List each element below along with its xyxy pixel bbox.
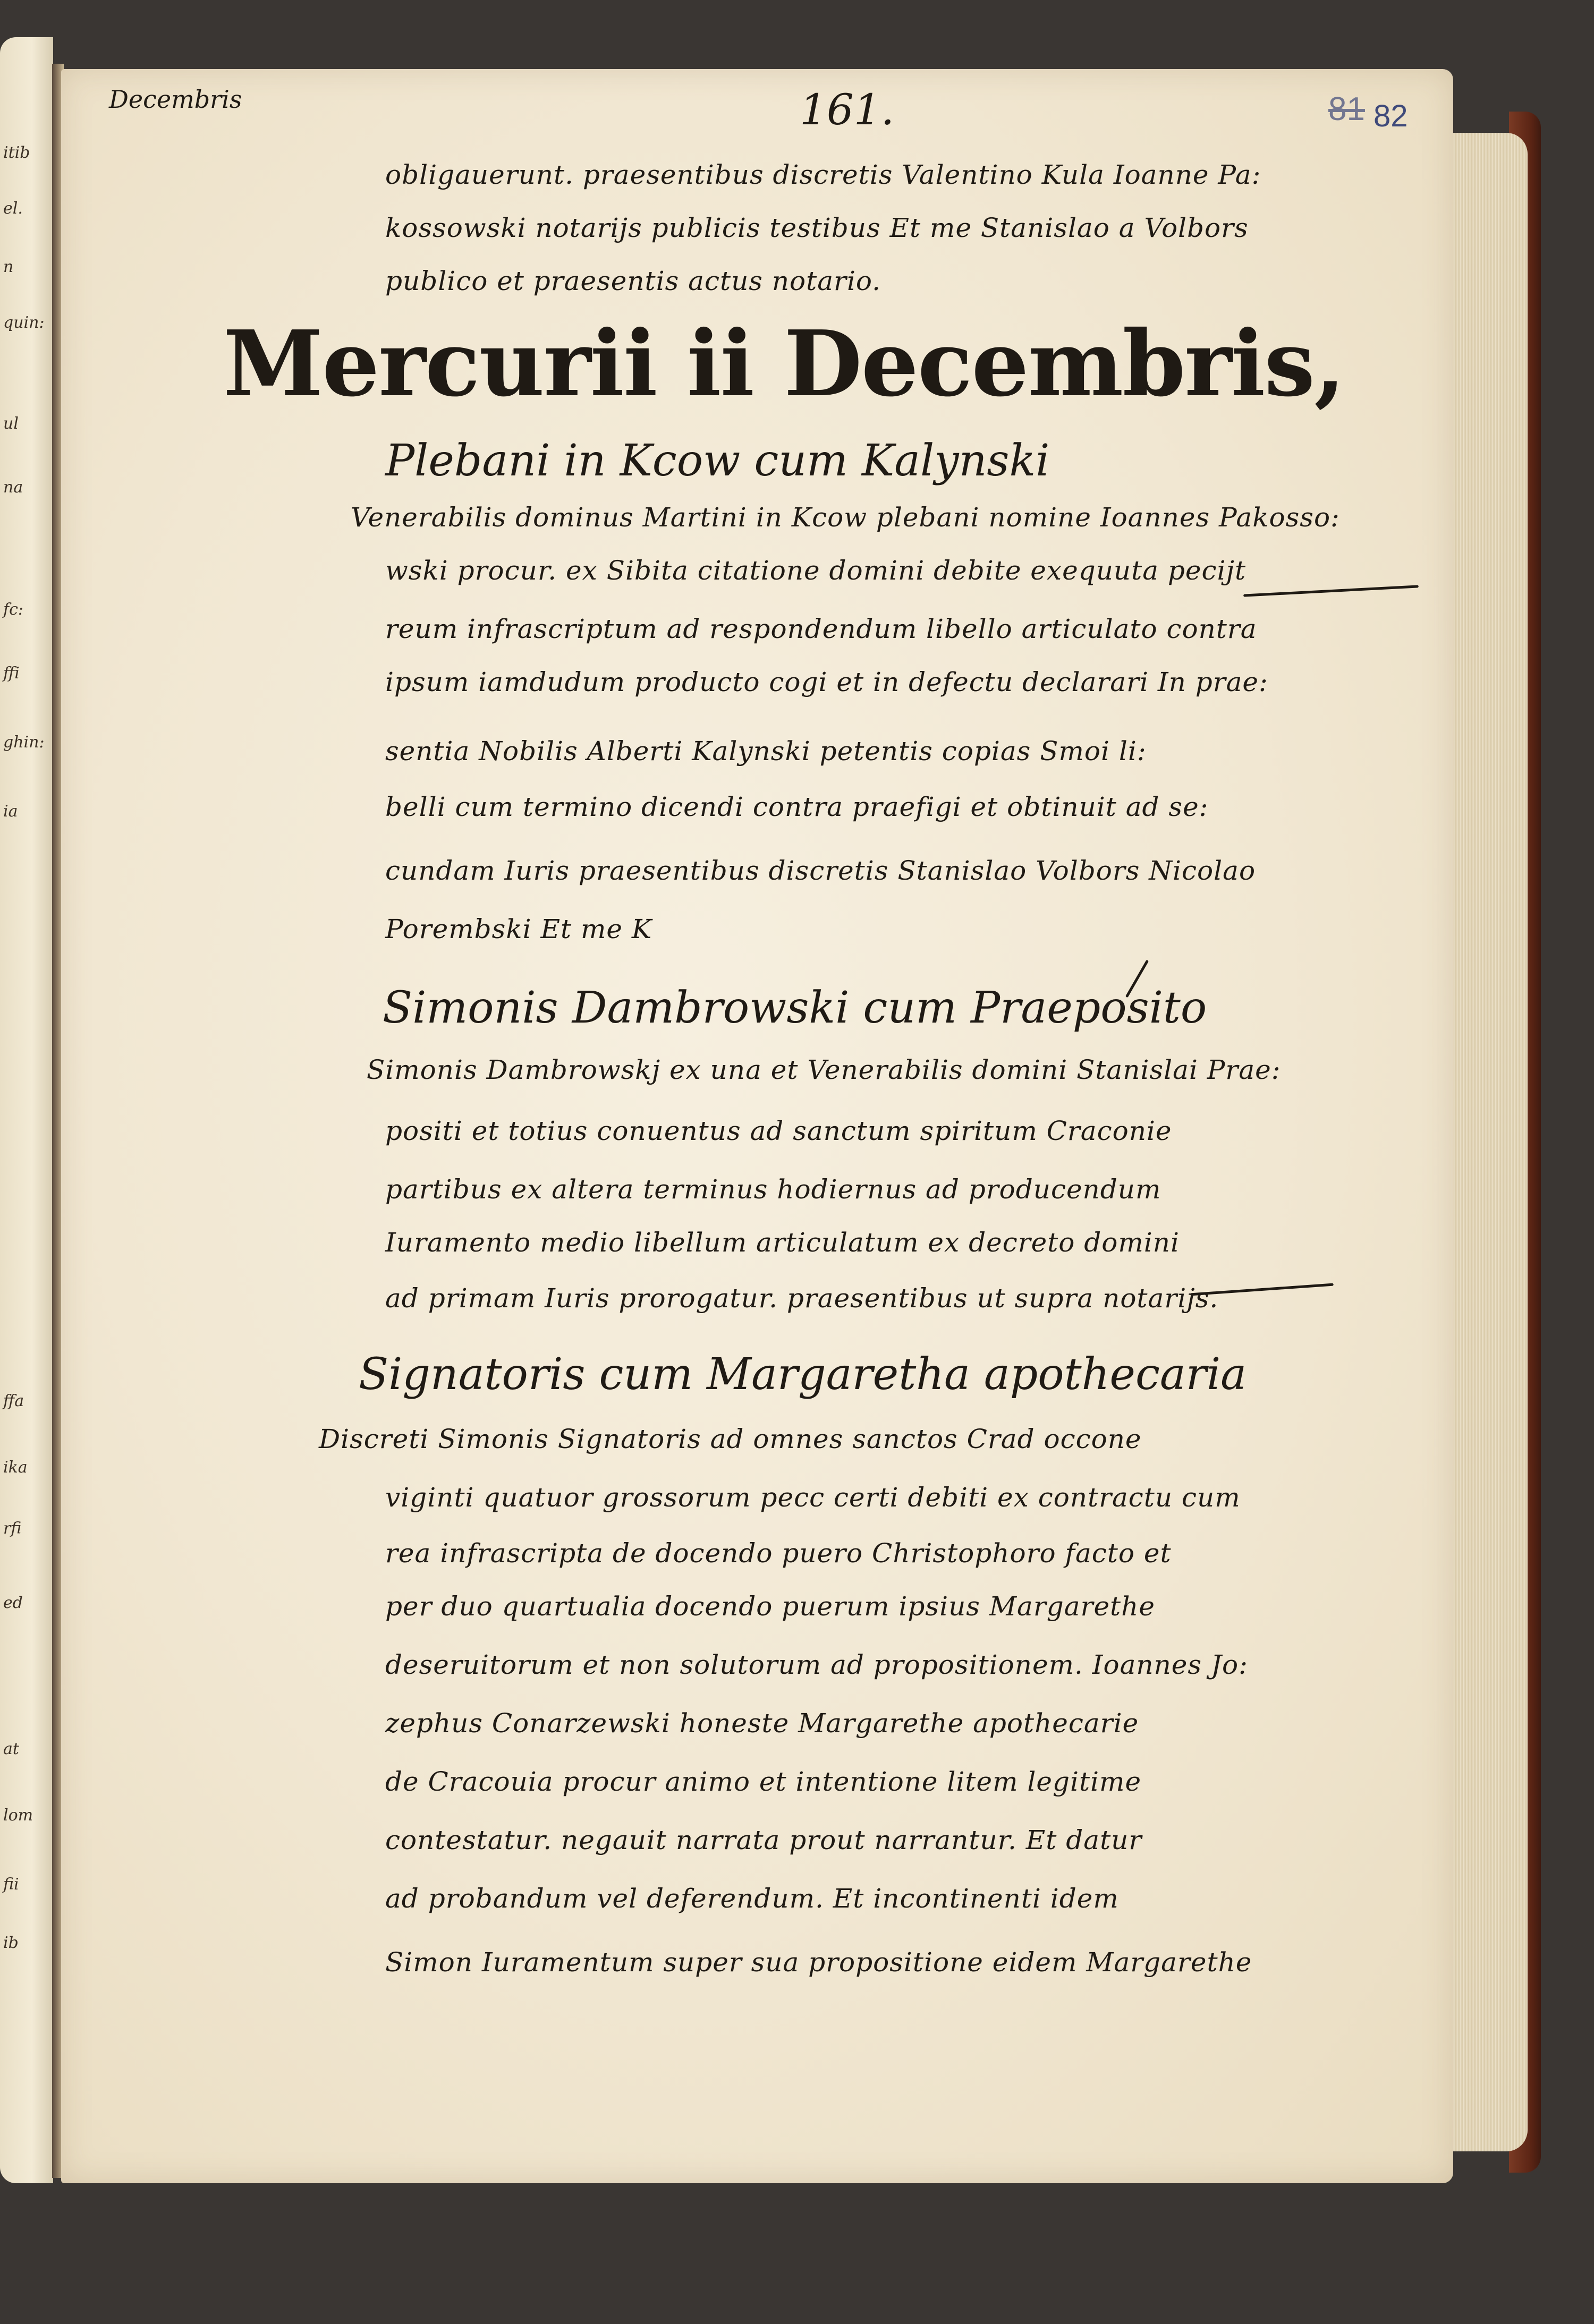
margin-fragment: ul [3,414,19,433]
text-line: belli cum termino dicendi contra praefigi et obtinuit ad se: [385,791,1209,822]
text-line: kossowski notarijs publicis testibus Et me Stanislao a Volbors [385,212,1249,243]
running-head: Decembris [109,85,242,114]
margin-fragment: fii [3,1875,19,1894]
margin-fragment: rfi [3,1519,22,1538]
margin-fragment: na [3,478,23,497]
margin-fragment: ika [3,1458,28,1477]
text-line: Simonis Dambrowskj ex una et Venerabilis domini Stanislai Prae: [367,1054,1281,1085]
margin-fragment: at [3,1740,19,1758]
text-line: rea infrascripta de docendo puero Christophoro facto et [385,1538,1172,1569]
text-line: ipsum iamdudum producto cogi et in defectu declarari In prae: [385,667,1268,697]
text-line: Iuramento medio libellum articulatum ex decreto domini [385,1227,1180,1258]
margin-fragment: ffa [3,1392,24,1410]
facing-page-edge [0,37,53,2183]
text-line: obligauerunt. praesentibus discretis Valentino Kula Ioanne Pa: [385,159,1261,190]
folio-number: 161. [800,85,895,134]
text-line: positi et totius conuentus ad sanctum spiritum Craconie [385,1116,1172,1146]
text-line: cundam Iuris praesentibus discretis Stanislao Volbors Nicolao [385,855,1256,886]
text-line: Discreti Simonis Signatoris ad omnes sanctos Crad occone [319,1424,1142,1454]
text-line: per duo quartualia docendo puerum ipsius Margarethe [385,1591,1155,1622]
text-line: contestatur. negauit narrata prout narrantur. Et datur [385,1825,1142,1855]
pencil-folio-number: 82 [1373,99,1408,133]
text-line: Simon Iuramentum super sua propositione eidem Margarethe [385,1947,1252,1978]
text-line: ad probandum vel deferendum. Et incontinenti idem [385,1883,1119,1914]
margin-fragment: ed [3,1594,23,1612]
margin-fragment: quin: [3,313,45,332]
text-line: deseruitorum et non solutorum ad propositionem. Ioannes Jo: [385,1649,1248,1680]
margin-fragment: fc: [3,600,24,619]
case-heading: Simonis Dambrowski cum Praeposito [383,983,1207,1033]
margin-fragment: ghin: [3,733,45,752]
text-line: Venerabilis dominus Martini in Kcow plebani nomine Ioannes Pakosso: [351,502,1340,533]
text-line: wski procur. ex Sibita citatione domini debite exequuta pecijt [385,555,1247,586]
margin-fragment: itib [3,143,30,162]
case-heading: Plebani in Kcow cum Kalynski [385,436,1050,486]
margin-fragment: n [3,258,14,276]
margin-fragment: lom [3,1806,33,1825]
text-line: partibus ex altera terminus hodiernus ad producendum [385,1174,1161,1205]
text-line: viginti quatuor grossorum pecc certi debiti ex contractu cum [385,1482,1241,1513]
margin-fragment: ia [3,802,18,821]
margin-fragment: ffi [3,664,20,683]
page-stack-edge [1448,133,1528,2151]
margin-fragment: el. [3,199,23,218]
text-line: ad primam Iuris prorogatur. praesentibus ut supra notarijs. [385,1283,1219,1314]
old-folio-number: 81 [1328,91,1365,127]
case-heading: Signatoris cum Margaretha apothecaria [359,1349,1247,1400]
text-line: zephus Conarzewski honeste Margarethe apothecarie [385,1708,1139,1739]
margin-fragment: ib [3,1934,19,1952]
date-heading: Mercurii ii Decembris, [223,311,1345,417]
text-line: reum infrascriptum ad respondendum libello articulato contra [385,614,1257,644]
text-line: Porembski Et me K [385,914,652,944]
text-line: publico et praesentis actus notario. [385,266,881,296]
text-line: de Cracouia procur animo et intentione litem legitime [385,1766,1142,1797]
text-line: sentia Nobilis Alberti Kalynski petentis copias Smoi li: [385,736,1147,767]
